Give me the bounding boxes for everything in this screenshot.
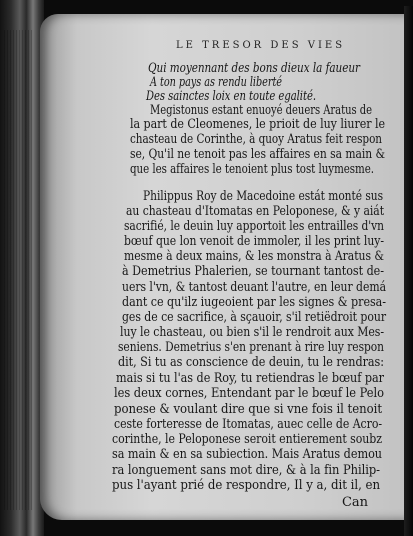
text-line: mais si tu l'as de Roy, tu retiendras le bœuf par <box>116 370 384 385</box>
text-line: ges de ce sacrifice, à sçauoir, s'il retiëdroit pour <box>122 309 386 324</box>
text-line: ceste forteresse de Itomatas, auec celle de Acro- <box>114 416 382 431</box>
text-line: se, Qu'il ne tenoit pas les affaires en sa main & <box>130 146 385 161</box>
text-line: ra longuement sans mot dire, & à la fin Philip- <box>112 462 380 477</box>
text-line: luy le chasteau, ou bien s'il le rendroit aux Mes- <box>120 324 384 339</box>
text-line: uers l'vn, & tantost deuant l'autre, en leur demá <box>122 279 386 294</box>
text-line: seniens. Demetrius s'en prenant à rire luy respon <box>118 339 384 354</box>
text-line: Philippus Roy de Macedoine estát monté sus <box>143 188 383 203</box>
right-shadow <box>404 6 413 536</box>
text-line: bœuf que lon venoit de immoler, il les print luy- <box>124 233 384 248</box>
text-line: au chasteau d'Itomatas en Peloponese, & y aiát <box>126 203 384 218</box>
text-line: les deux cornes, Entendant par le bœuf le Pelo <box>114 385 384 400</box>
text-line: dit, Si tu as conscience de deuin, tu le rendras: <box>118 354 384 369</box>
text-line: sa main & en sa subiection. Mais Aratus demou <box>112 446 382 461</box>
page-edge-lines <box>4 30 34 510</box>
text-line: dant ce qu'ilz iugeoient par les signes & presa- <box>122 294 386 309</box>
text-line: ponese & voulant dire que si vne fois il tenoit <box>114 401 382 416</box>
book-page-edges <box>0 0 44 536</box>
text-line: A ton pays as rendu liberté <box>150 74 282 89</box>
text-line: Can <box>342 494 368 509</box>
text-line: sacrifié, le deuin luy apportoit les entrailles d'vn <box>124 218 384 233</box>
text-line: Qui moyennant des bons dieux la faueur <box>148 60 360 75</box>
text-line: chasteau de Corinthe, à quoy Aratus feit respon <box>130 131 382 146</box>
text-line: mesme à deux mains, & les monstra à Aratus & <box>124 248 384 263</box>
text-line: pus l'ayant prié de respondre, Il y a, dit il, en <box>112 477 380 492</box>
text-line: à Demetrius Phalerien, se tournant tantost de- <box>122 263 384 278</box>
text-line: Megistonus estant enuoyé deuers Aratus de <box>150 102 372 117</box>
text-line: que les affaires le tenoient plus tost luymesme. <box>130 161 374 176</box>
text-line: la part de Cleomenes, le prioit de luy liurer le <box>130 116 385 131</box>
text-line: corinthe, le Peloponese seroit entierement soubz <box>112 431 382 446</box>
text-line: Des sainctes loix en toute egalité. <box>146 88 316 103</box>
running-title: LE TRESOR DES VIES <box>176 40 346 51</box>
